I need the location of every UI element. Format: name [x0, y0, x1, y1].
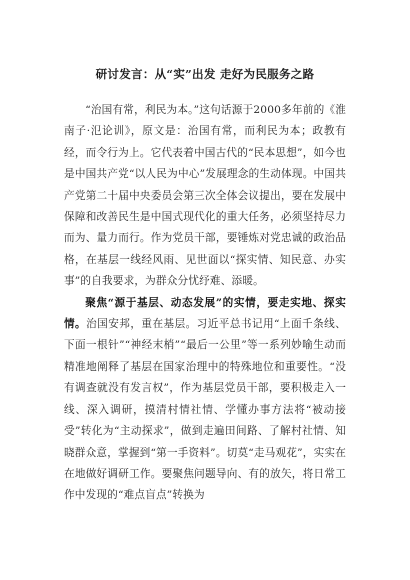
- document-title: 研讨发言：从“实”出发 走好为民服务之路: [95, 67, 315, 81]
- section-one-heading: 聚焦“源于基层、动态发展”的实情，要走实地、探实情。: [64, 296, 346, 331]
- section-one-text: 治国安邦，重在基层。习近平总书记用“上面千条线、下面一根针”“神经末梢”“最后一公里”等一系列妙喻生动而精准地阐释了基层在国家治理中的特殊地位和重要性。“没有调查就没有发言权”，作为基层党员干部，要积极走入一线、深入调研，摸清村情社情、学懂办事方法将“被动接受”转化为“主动探求”，做到走遍田间路、了解村社情、知晓群众意，掌握到“第一手资料”。切莫“走马观花”，实实在在地做好调研工作。要聚焦问题导向、有的放矢，将日常工作中发现的“难点盲点”转换为: [64, 318, 347, 502]
- paragraph-intro: [64, 100, 346, 293]
- paragraph-section-one: [64, 293, 346, 507]
- paragraph-intro-text: “治国有常，利民为本。”这句话源于2000多年前的《淮南子·氾论训》，原文是：治国有常，而利民为本；政教有经，而令行为上。它代表着中国古代的“民本思想”，如今也是中国共产党“以人民为中心”发展理念的生动体现。中国共产党第二十届中央委员会第三次全体会议提出，要在发展中保障和改善民生是中国式现代化的重大任务，必须坚持尽力而为、量力而行。作为党员干部，要锤炼对党忠诚的政治品格，在基层一线经风雨、见世面以“探实情、知民意、办实事”的自我要求，为群众分忧纾难、添暖。: [64, 104, 346, 288]
